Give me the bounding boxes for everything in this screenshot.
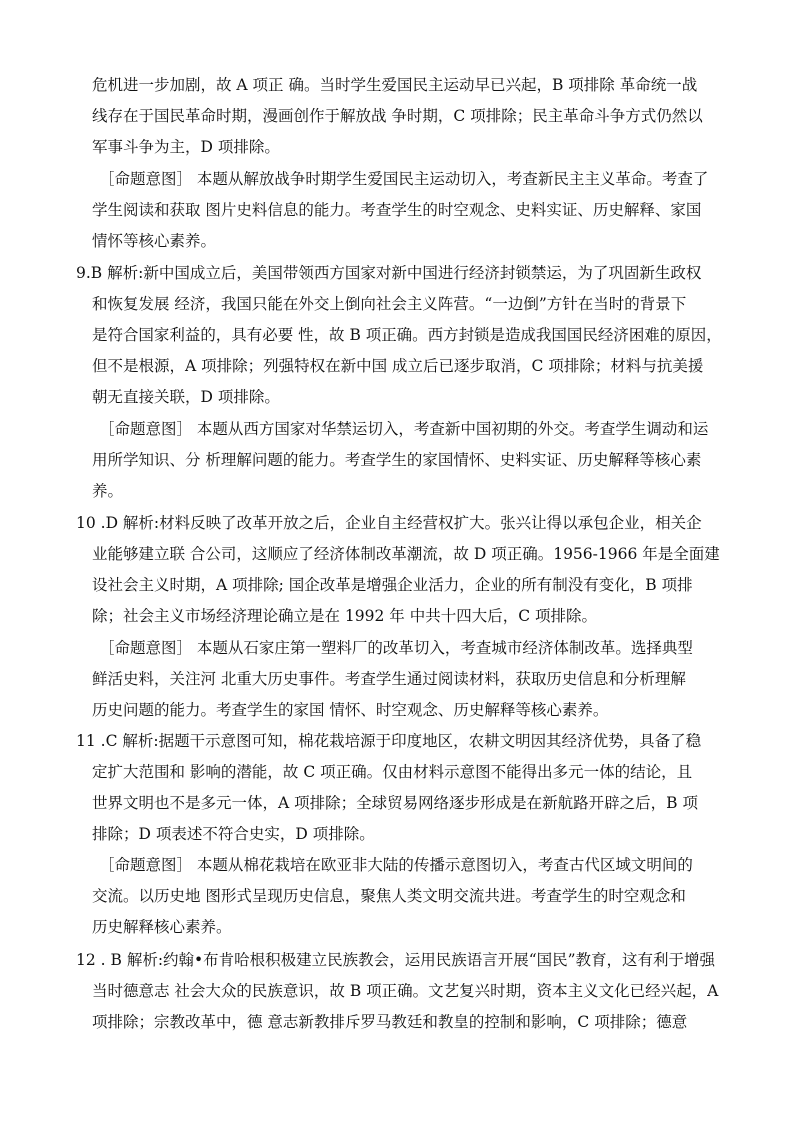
- answer-q10-line-2: 业能够建立联 合公司，这顺应了经济体制改革潮流，故 D 项正确。1956-1966 年是全面建: [92, 545, 720, 563]
- answer-q9-line-1: 9.B 解析:新中国成立后，美国带领西方国家对新中国进行经济封锁禁运，为了巩固新生政权: [76, 264, 702, 282]
- answer-q10-line-4: 除；社会主义市场经济理论确立是在 1992 年 中共十四大后，C 项排除。: [92, 607, 598, 625]
- intent-q10-line-2: 鲜活史料，关注河 北重大历史事件。考查学生通过阅读材料，获取历史信息和分析理解: [92, 670, 686, 688]
- intent-q10-line-1: ［命题意图］ 本题从石家庄第一塑料厂的改革切入，考查城市经济体制改革。选择典型: [99, 639, 693, 657]
- answer-q9-line-5: 朝无直接关联，D 项排除。: [92, 388, 280, 406]
- text-line-2: 线存在于国民革命时期，漫画创作于解放战 争时期，C 项排除；民主革命斗争方式仍然以: [92, 107, 703, 125]
- text-line-3: 军事斗争为主，D 项排除。: [92, 138, 280, 156]
- intent-q8-line-1: ［命题意图］ 本题从解放战争时期学生爱国民主运动切入，考查新民主主义革命。考查了: [99, 170, 709, 188]
- intent-q10-line-3: 历史问题的能力。考查学生的家国 情怀、时空观念、历史解释等核心素养。: [92, 701, 609, 719]
- intent-q11-line-3: 历史解释核心素养。: [92, 918, 232, 936]
- answer-q12-line-2: 当时德意志 社会大众的民族意识，故 B 项正确。文艺复兴时期，资本主义文化已经兴起，A: [92, 982, 719, 1000]
- intent-q9-line-2: 用所学知识、分 析理解问题的能力。考查学生的家国情怀、史料实证、历史解释等核心素: [92, 451, 702, 469]
- answer-q10-line-3: 设社会主义时期，A 项排除; 国企改革是增强企业活力，企业的所有制没有变化，B 项排: [92, 576, 693, 594]
- intent-q9-line-3: 养。: [92, 482, 124, 500]
- intent-q11-line-2: 交流。以历史地 图形式呈现历史信息，聚焦人类文明交流共进。考查学生的时空观念和: [92, 887, 686, 905]
- intent-q9-line-1: ［命题意图］ 本题从西方国家对华禁运切入，考查新中国初期的外交。考查学生调动和运: [99, 420, 709, 438]
- answer-q11-line-4: 排除；D 项表述不符合史实，D 项排除。: [92, 825, 375, 843]
- text-line-1: 危机进一步加剧，故 A 项正 确。当时学生爱国民主运动早已兴起，B 项排除 革命统一战: [92, 76, 698, 94]
- answer-q9-line-2: 和恢复发展 经济，我国只能在外交上倒向社会主义阵营。“一边倒”方针在当时的背景下: [92, 295, 687, 313]
- answer-q11-line-3: 世界文明也不是多元一体，A 项排除；全球贸易网络逐步形成是在新航路开辟之后，B 项: [92, 794, 698, 812]
- answer-q12-line-1: 12 . B 解析:约翰•布肯哈根积极建立民族教会，运用民族语言开展“国民”教育，这有利于增强: [76, 951, 716, 969]
- answer-q10-line-1: 10 .D 解析:材料反映了改革开放之后，企业自主经营权扩大。张兴让得以承包企业，相关企: [76, 514, 702, 532]
- answer-q9-line-3: 是符合国家利益的，具有必要 性，故 B 项正确。西方封锁是造成我国国民经济困难的原因，: [92, 326, 722, 344]
- intent-q8-line-3: 情怀等核心素养。: [92, 232, 217, 250]
- answer-q9-line-4: 但不是根源，A 项排除；列强特权在新中国 成立后已逐步取消，C 项排除；材料与抗美援: [92, 357, 704, 375]
- intent-q11-line-1: ［命题意图］ 本题从棉花栽培在欧亚非大陆的传播示意图切入，考查古代区域文明间的: [99, 856, 693, 874]
- answer-q11-line-2: 定扩大范围和 影响的潜能，故 C 项正确。仅由材料示意图不能得出多元一体的结论，且: [92, 763, 693, 781]
- answer-q12-line-3: 项排除；宗教改革中，德 意志新教排斥罗马教廷和教皇的控制和影响，C 项排除；德意: [92, 1013, 688, 1031]
- answer-q11-line-1: 11 .C 解析:据题干示意图可知，棉花栽培源于印度地区，农耕文明因其经济优势，具备了稳: [76, 732, 702, 750]
- intent-q8-line-2: 学生阅读和获取 图片史料信息的能力。考查学生的时空观念、史料实证、历史解释、家国: [92, 201, 702, 219]
